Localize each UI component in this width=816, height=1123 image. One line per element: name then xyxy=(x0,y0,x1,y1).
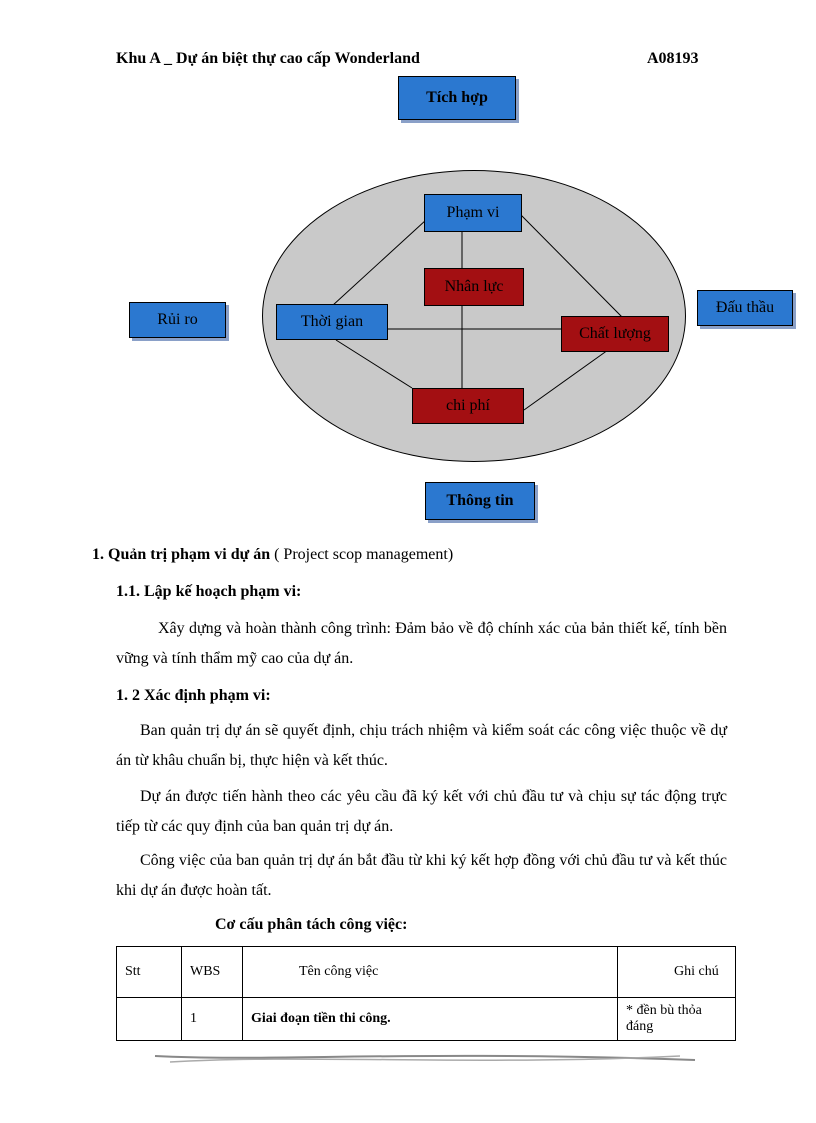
table-cell-wbs: 1 xyxy=(182,998,243,1041)
table-cell-stt xyxy=(117,998,182,1041)
table-header-task-name: Tên công việc xyxy=(243,947,618,998)
table-cell-task-name: Giai đoạn tiền thi công. xyxy=(243,998,618,1041)
section-1-heading: 1. Quản trị phạm vi dự án ( Project scop management) xyxy=(92,546,454,563)
footer-ornament xyxy=(150,1048,700,1070)
document-code: A08193 xyxy=(647,50,699,67)
diagram-box-scope: Phạm vi xyxy=(424,194,522,232)
table-header-wbs: WBS xyxy=(182,947,243,998)
table-cell-note: * đền bù thỏa đáng xyxy=(618,998,736,1041)
line-scope-time xyxy=(332,220,426,306)
header-title: Khu A _ Dự án biệt thự cao cấp Wonderland xyxy=(116,50,420,67)
table-header-stt: Stt xyxy=(117,947,182,998)
section-1-2-heading: 1. 2 Xác định phạm vi: xyxy=(116,687,271,704)
wbs-table xyxy=(116,946,736,1041)
diagram-box-integration: Tích hợp xyxy=(398,76,516,120)
diagram-box-procurement: Đấu thầu xyxy=(697,290,793,326)
diagram-box-quality: Chất lượng xyxy=(561,316,669,352)
table-header-row xyxy=(117,947,736,998)
section-1-2-paragraph-3: Công việc của ban quản trị dự án bắt đầu từ khi ký kết hợp đồng với chủ đầu tư và kết thúc khi dự án được hoàn tất. xyxy=(116,852,727,899)
wbs-table-caption: Cơ cấu phân tách công việc: xyxy=(215,916,408,933)
section-1-1-paragraph: Xây dựng và hoàn thành công trình: Đảm bảo về độ chính xác của bản thiết kế, tính bền vững và tính thẩm mỹ cao của dự án. xyxy=(116,620,727,667)
diagram-box-communication: Thông tin xyxy=(425,482,535,520)
diagram-box-cost: chi phí xyxy=(412,388,524,424)
diagram-box-resource: Nhân lực xyxy=(424,268,524,306)
diagram-box-time: Thời gian xyxy=(276,304,388,340)
line-cost-quality xyxy=(524,350,608,410)
diagram-box-risk: Rủi ro xyxy=(129,302,226,338)
line-time-cost xyxy=(336,340,412,388)
section-1-2-paragraph-1: Ban quản trị dự án sẽ quyết định, chịu trách nhiệm và kiểm soát các công việc thuộc về dự án từ khâu chuẩn bị, thực hiện và kết thúc. xyxy=(116,722,727,769)
line-scope-quality xyxy=(520,214,622,317)
table-header-note: Ghi chú xyxy=(618,947,736,998)
section-1-2-paragraph-2: Dự án được tiến hành theo các yêu cầu đã ký kết với chủ đầu tư và chịu sự tác động trực tiếp từ các quy định của ban quản trị dự án. xyxy=(116,788,727,835)
section-1-1-heading: 1.1. Lập kế hoạch phạm vi: xyxy=(116,583,302,600)
table-row xyxy=(117,998,736,1041)
